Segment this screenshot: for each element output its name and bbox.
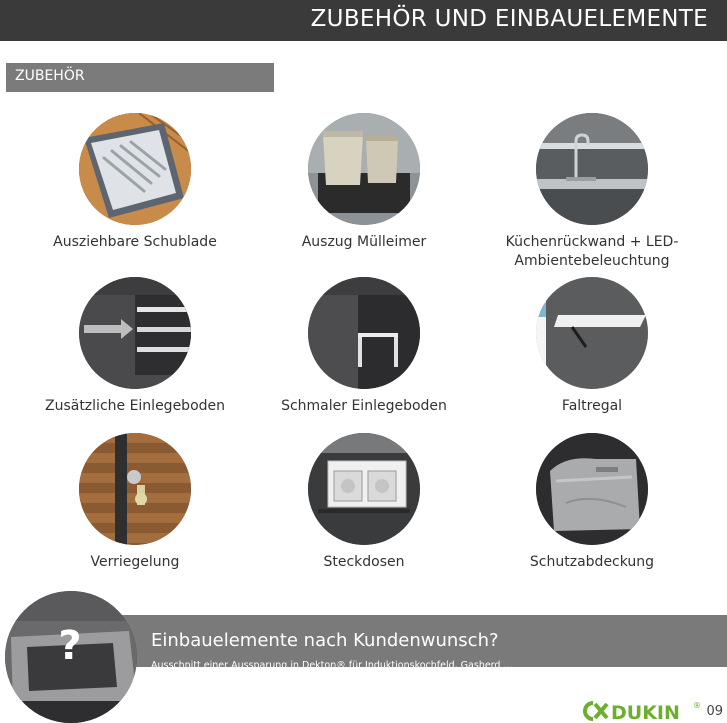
page-number: 09: [706, 704, 723, 719]
lock-image: [79, 433, 191, 545]
cover-image: [536, 433, 648, 545]
accessory-caption: Steckdosen: [323, 554, 405, 570]
sockets-image: [308, 433, 420, 545]
brand-logo: [583, 700, 701, 722]
banner-subtext: Ausschnitt einer Aussparung in Dekton® für Induktionskochfeld, Gasherd ...: [151, 660, 513, 671]
accessory-item-drawer[interactable]: [15, 113, 255, 252]
narrow-shelf-image: [308, 277, 420, 389]
trash-bin-image: [308, 113, 420, 225]
brand-registered: ®: [693, 701, 701, 710]
question-mark: ?: [58, 623, 82, 669]
accessory-item-folding-shelf[interactable]: [472, 277, 712, 416]
accessory-caption: Zusätzliche Einlegeboden: [44, 398, 226, 414]
accessory-caption: Schmaler Einlegeboden: [281, 398, 447, 414]
page-title: ZUBEHÖR UND EINBAUELEMENTE: [310, 6, 708, 32]
backsplash-image: [536, 113, 648, 225]
accessory-caption: Ausziehbare Schublade: [53, 234, 217, 250]
accessory-caption: Küchenrückwand + LED-Ambientebeleuchtung: [505, 234, 679, 269]
banner-heading: Einbauelemente nach Kundenwunsch?: [151, 630, 499, 651]
accessory-caption: Auszug Mülleimer: [301, 234, 427, 250]
accessory-caption: Verriegelung: [90, 554, 180, 570]
accessory-item-lock[interactable]: [15, 433, 255, 572]
section-label: ZUBEHÖR: [6, 63, 274, 92]
accessory-item-sockets[interactable]: [244, 433, 484, 572]
accessory-item-extra-shelf[interactable]: [15, 277, 255, 416]
drawer-image: [79, 113, 191, 225]
accessory-item-backsplash-led[interactable]: [472, 113, 712, 271]
brand-name: DUKIN: [611, 702, 680, 722]
accessory-caption: Schutzabdeckung: [529, 554, 655, 570]
extra-shelf-image: [79, 277, 191, 389]
accessory-caption: Faltregal: [561, 398, 623, 414]
accessory-item-trash-pullout[interactable]: [244, 113, 484, 252]
accessory-item-cover[interactable]: [472, 433, 712, 572]
accessory-item-narrow-shelf[interactable]: [244, 277, 484, 416]
folding-shelf-image: [536, 277, 648, 389]
